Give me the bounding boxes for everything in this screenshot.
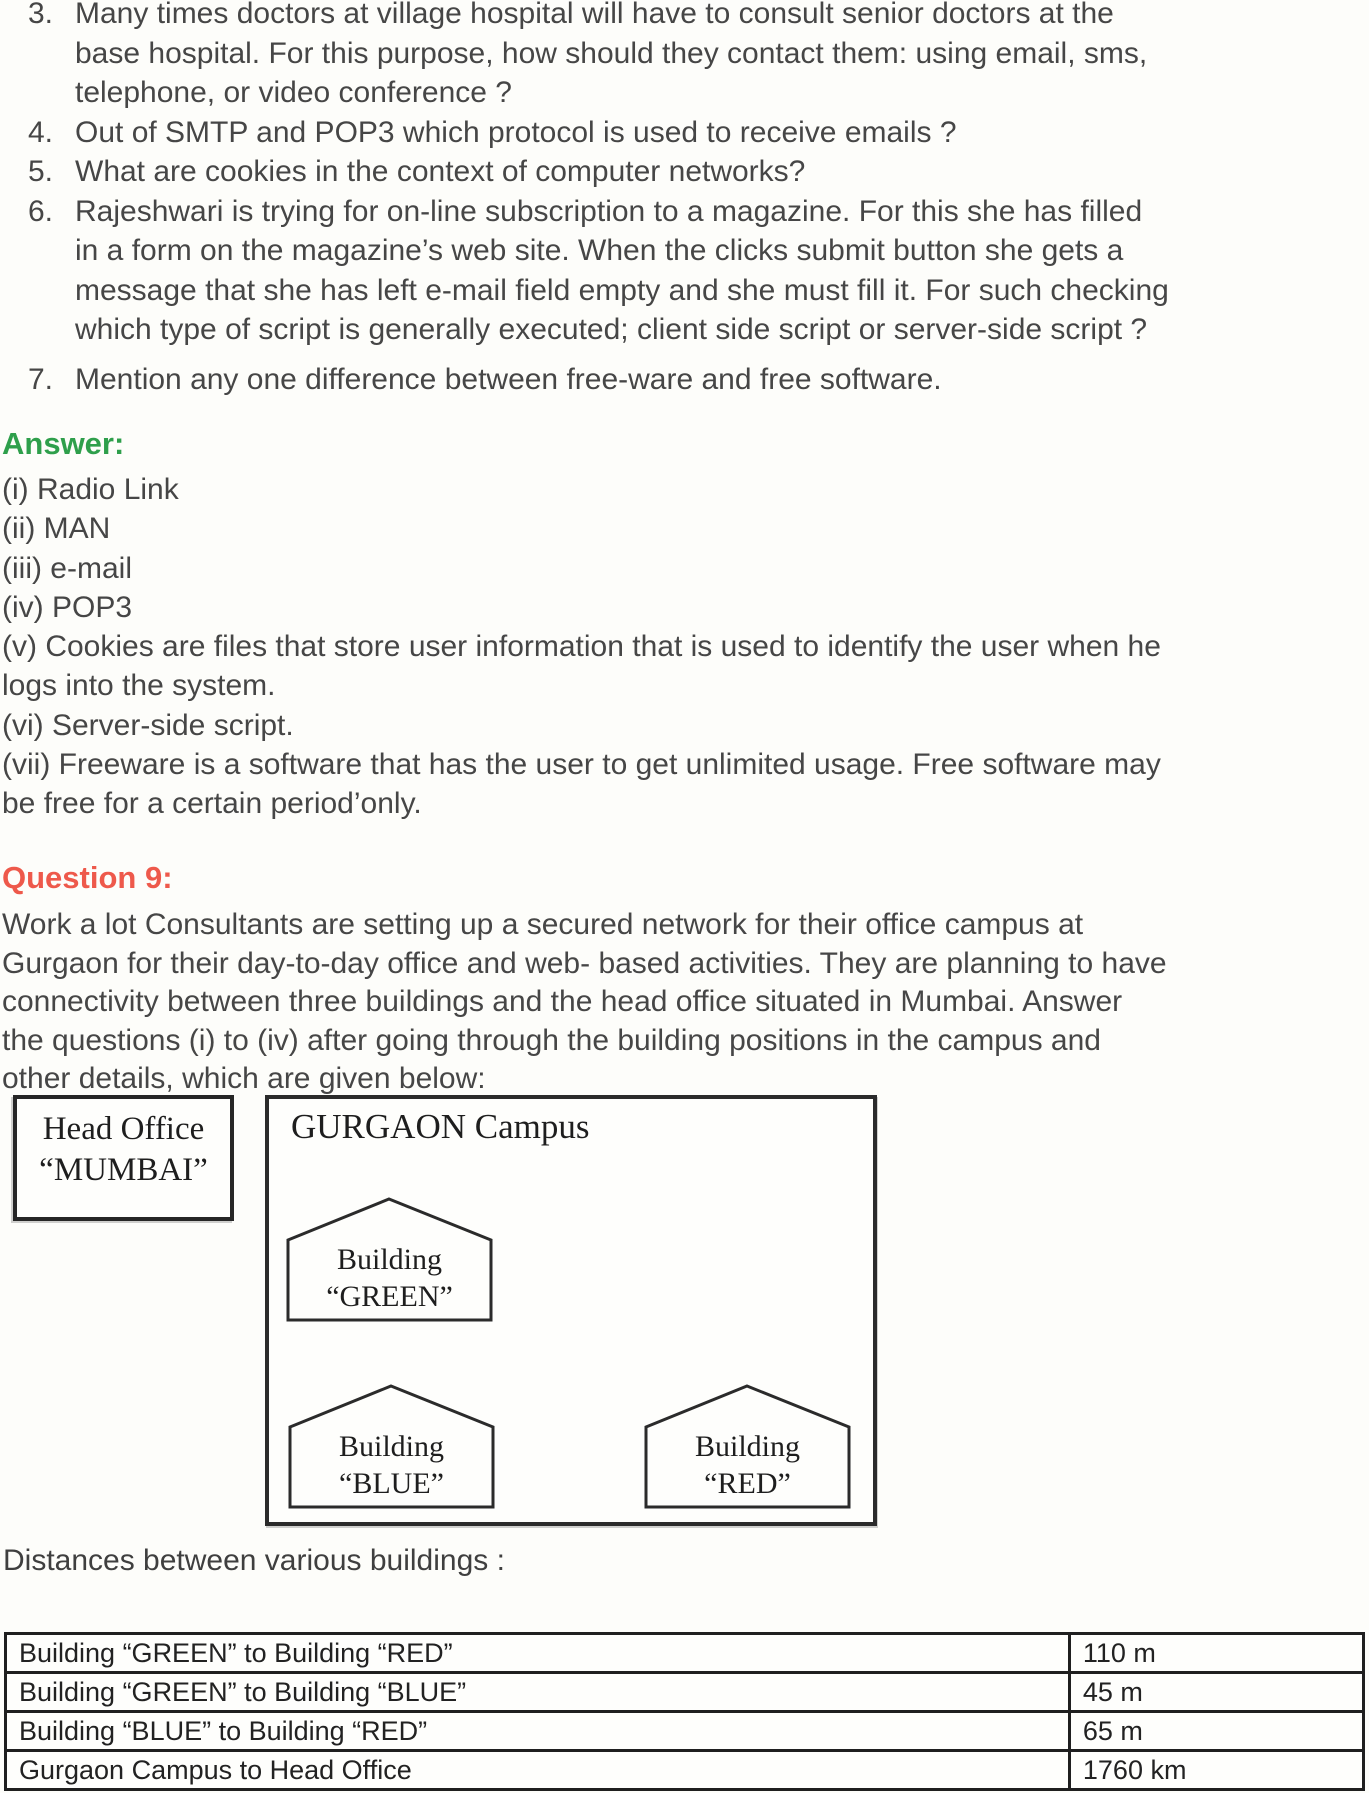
- answer-line: logs into the system.: [2, 669, 276, 703]
- question-line: base hospital. For this purpose, how should they contact them: using email, sms,: [75, 36, 1148, 70]
- answer-section: [2, 424, 1362, 824]
- paragraph-line: connectivity between three buildings and the head office situated in Mumbai. Answer: [2, 985, 1123, 1019]
- answer-line: (vii) Freeware is a software that has the user to get unlimited usage. Free software may: [2, 748, 1161, 782]
- distance-value-cell: 1760 km: [1069, 1751, 1363, 1790]
- question-item-6: [0, 192, 1369, 350]
- answer-heading: Answer:: [2, 426, 125, 461]
- building-green: [285, 1196, 494, 1323]
- question-line: Rajeshwari is trying for on-line subscription to a magazine. For this she has filled: [75, 194, 1143, 228]
- distance-value-cell: 45 m: [1069, 1673, 1363, 1712]
- question9-heading: Question 9:: [2, 860, 173, 895]
- distances-table: [4, 1632, 1365, 1791]
- table-row: [6, 1712, 1364, 1751]
- gurgaon-campus-box: [265, 1095, 877, 1526]
- question-number: 5.: [28, 155, 54, 188]
- distance-value-cell: 110 m: [1069, 1634, 1363, 1673]
- distance-value-cell: 65 m: [1069, 1712, 1363, 1751]
- table-row: [6, 1673, 1364, 1712]
- question-item-7: [0, 360, 1369, 400]
- campus-title: GURGAON Campus: [291, 1107, 590, 1146]
- question9-section: [2, 858, 1362, 1099]
- question-line: What are cookies in the context of computer networks?: [75, 155, 806, 188]
- table-row: [6, 1751, 1364, 1790]
- building-label: Building: [338, 1430, 444, 1463]
- distance-label-cell: Gurgaon Campus to Head Office: [6, 1751, 1070, 1790]
- building-name: “GREEN”: [326, 1280, 453, 1313]
- distance-label-cell: Building “GREEN” to Building “BLUE”: [6, 1673, 1070, 1712]
- question-number: 7.: [28, 362, 54, 396]
- question-item-3: [0, 0, 1369, 113]
- question-line: in a form on the magazine’s web site. When the clicks submit button she gets a: [75, 234, 1124, 267]
- paragraph-line: the questions (i) to (iv) after going through the building positions in the campus and: [2, 1023, 1101, 1057]
- question-line: telephone, or video conference ?: [75, 76, 512, 109]
- question-line: Many times doctors at village hospital will have to consult senior doctors at the: [75, 0, 1114, 30]
- building-label: Building: [336, 1243, 442, 1276]
- question-text: [75, 192, 1369, 350]
- paragraph-line: Gurgaon for their day-to-day office and web- based activities. They are planning to have: [2, 946, 1167, 980]
- building-name: “RED”: [704, 1467, 791, 1500]
- paragraph-line: other details, which are given below:: [2, 1062, 486, 1096]
- question-number: 3.: [28, 0, 54, 30]
- distances-heading: Distances between various buildings :: [3, 1544, 505, 1577]
- question-item-5: [0, 152, 1369, 192]
- answer-line: (vi) Server-side script.: [2, 708, 294, 742]
- building-name: “BLUE”: [339, 1467, 444, 1500]
- paragraph-line: Work a lot Consultants are setting up a secured network for their office campus at: [2, 908, 1084, 941]
- question-line: which type of script is generally executed; client side script or server-side script ?: [75, 313, 1148, 346]
- question-item-4: [0, 113, 1369, 153]
- answer-line: (ii) MAN: [2, 512, 111, 546]
- head-office-label: Head Office: [42, 1111, 205, 1147]
- head-office-box: [13, 1095, 234, 1221]
- building-label: Building: [694, 1430, 800, 1463]
- distance-label-cell: Building “GREEN” to Building “RED”: [6, 1634, 1070, 1673]
- question-text: [75, 152, 1369, 192]
- answer-line: (i) Radio Link: [2, 473, 179, 506]
- table-row: [6, 1634, 1364, 1673]
- question-text: [75, 0, 1369, 113]
- question-line: Out of SMTP and POP3 which protocol is used to receive emails ?: [75, 115, 957, 149]
- question-number: 4.: [28, 115, 54, 149]
- question-text: [75, 360, 1369, 400]
- distance-label-cell: Building “BLUE” to Building “RED”: [6, 1712, 1070, 1751]
- answer-line: be free for a certain period’only.: [2, 787, 422, 821]
- question-line: message that she has left e-mail field empty and she must fill it. For such checking: [75, 273, 1169, 307]
- building-red: [643, 1383, 852, 1510]
- head-office-city-label: “MUMBAI”: [39, 1152, 208, 1188]
- question-line: Mention any one difference between free-ware and free software.: [75, 362, 942, 396]
- question-number: 6.: [28, 194, 54, 228]
- building-blue: [287, 1383, 496, 1510]
- question-list: [0, 0, 1369, 399]
- answer-line: (iii) e-mail: [2, 551, 132, 585]
- answer-line: (iv) POP3: [2, 590, 133, 624]
- question-text: [75, 113, 1369, 153]
- answer-line: (v) Cookies are files that store user information that is used to identify the user when he: [2, 630, 1161, 664]
